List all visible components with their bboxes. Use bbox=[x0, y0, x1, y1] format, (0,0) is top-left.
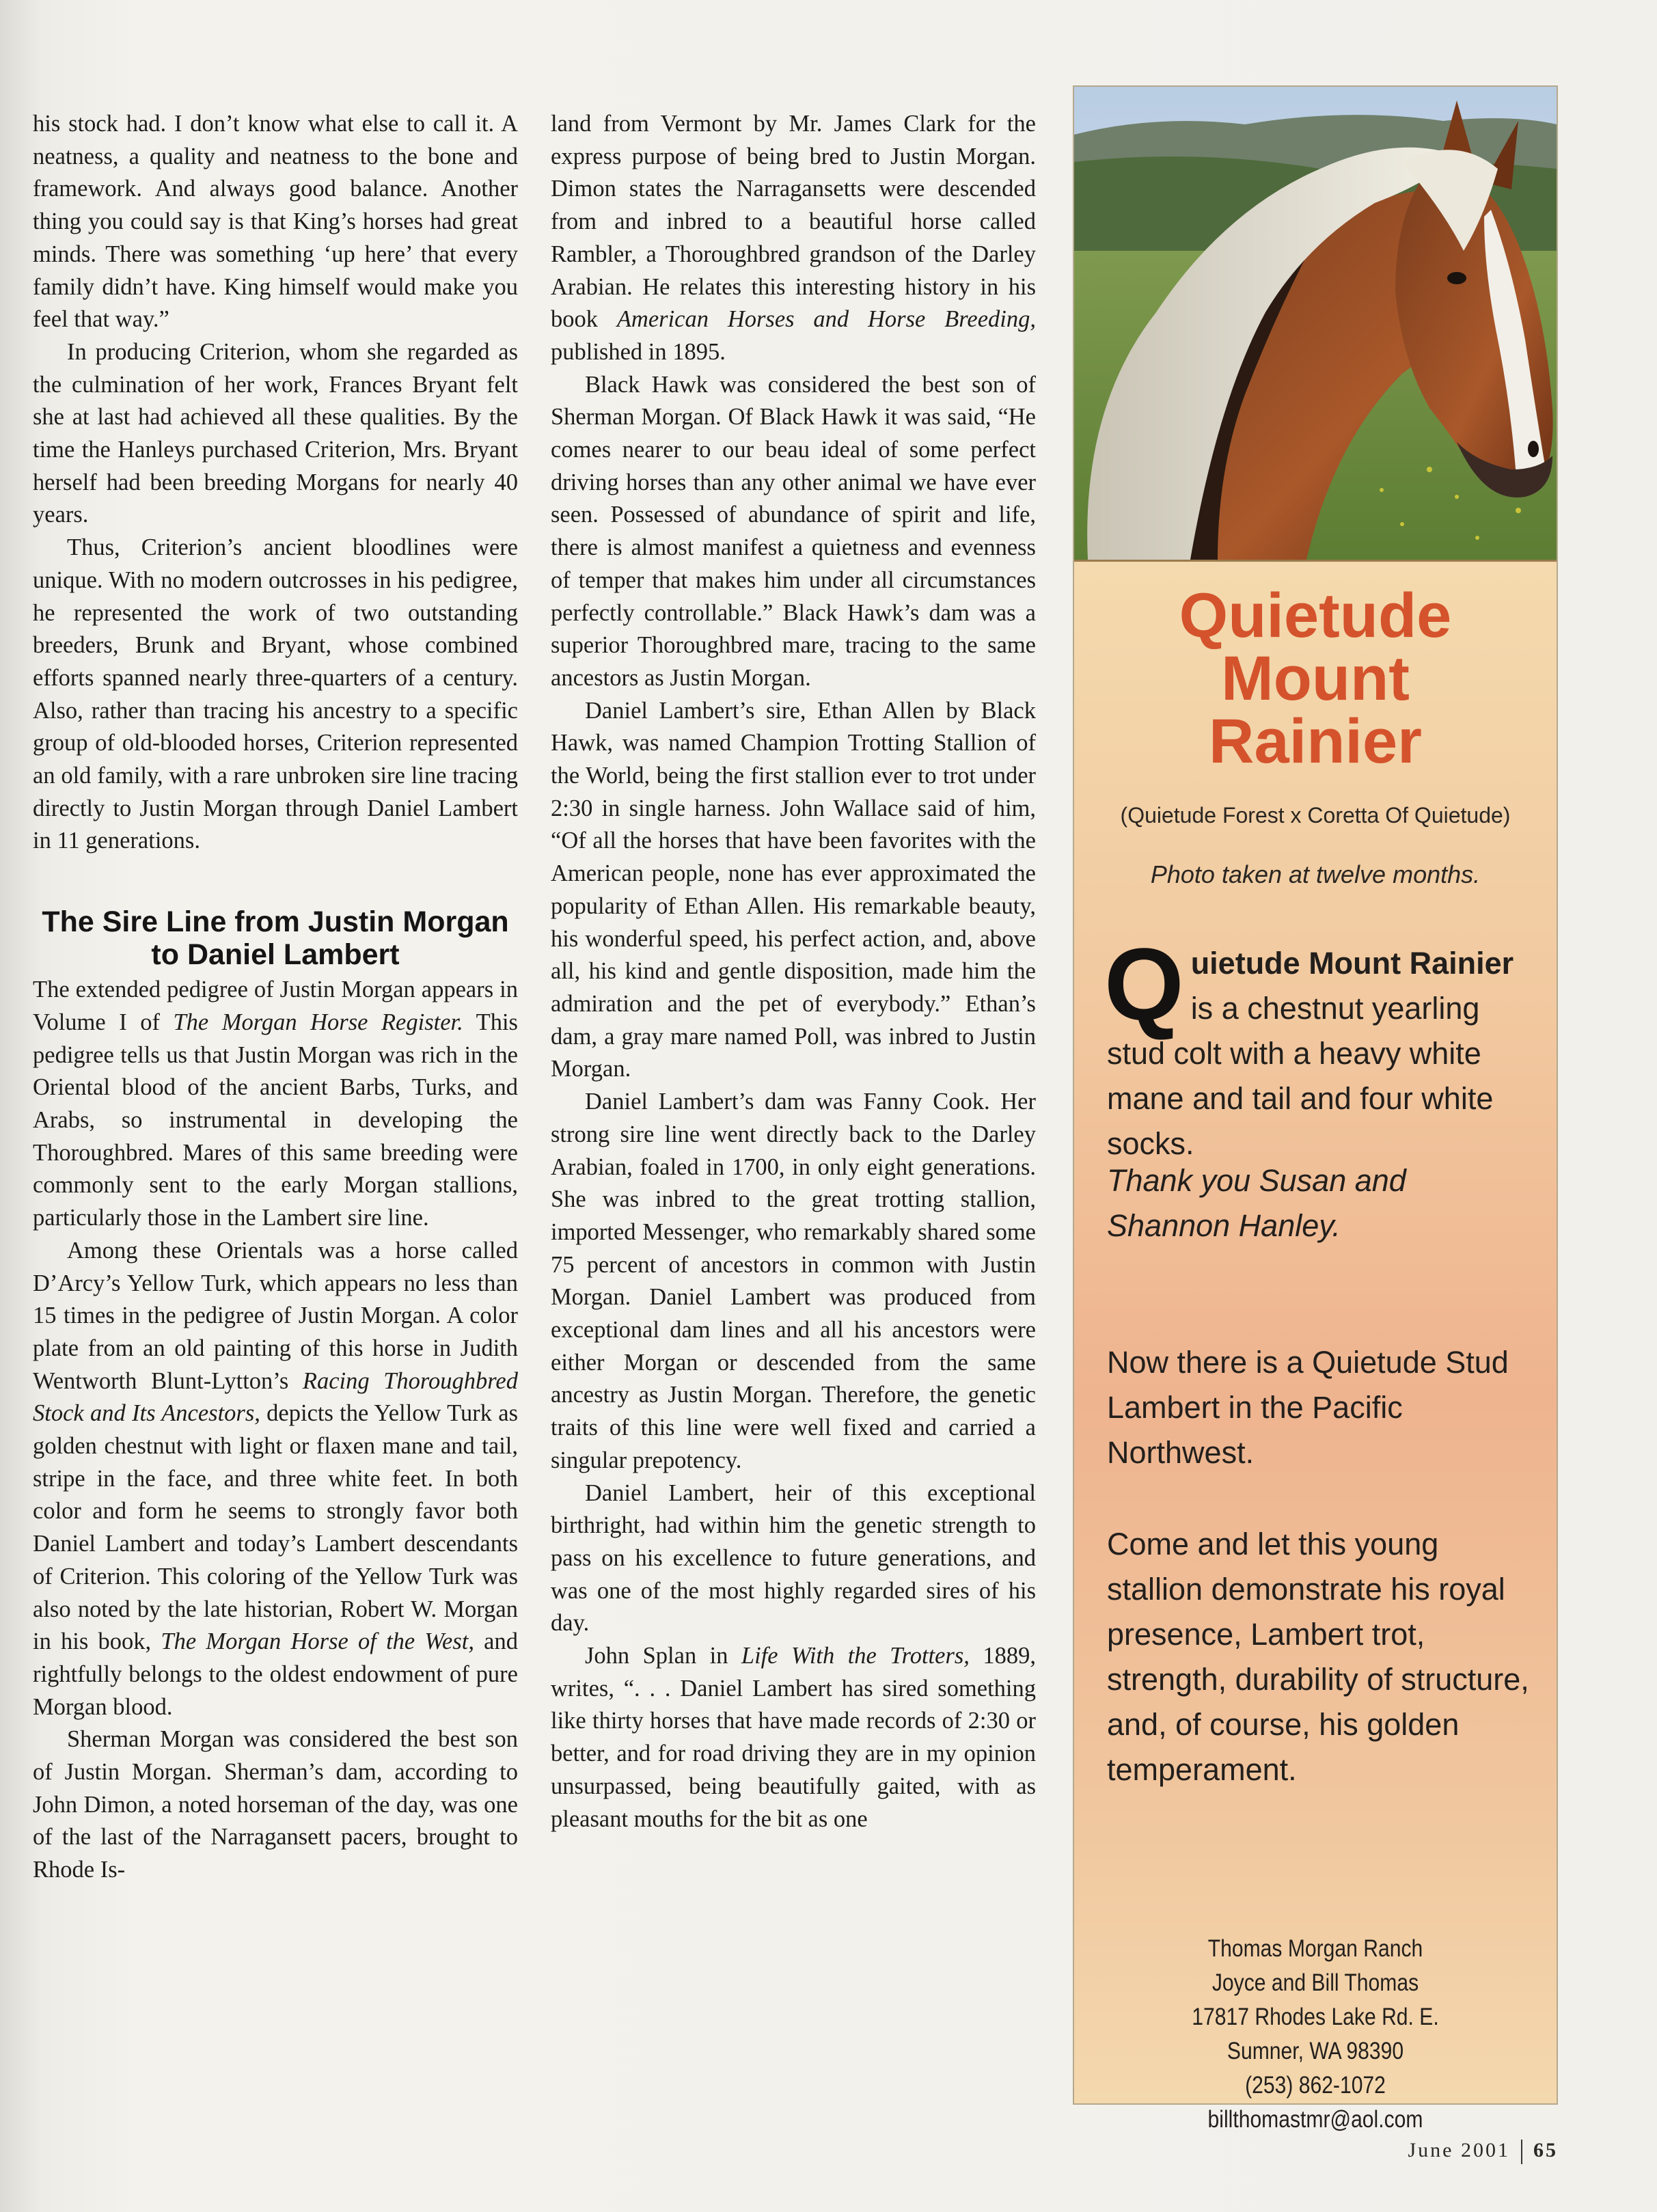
paragraph: Among these Orientals was a horse called D’Arcy’s Yellow Turk, which appears no less than 15 times in the pedigree of Justin Morgan. A color plate from an old painting of this horse in Judith Wentworth Blunt-Lytton’s Racing Thoroughbred Stock and Its Ancestors, depicts the Yellow Turk as golden chestnut with light or flaxen mane and tail, stripe in the face, and three white feet. In both color and form he seems to strongly favor both Daniel Lambert and today’s Lambert descendants of Criterion. This coloring of the Yellow Turk was also noted by the late historian, Robert W. Morgan in his book, The Morgan Horse of the West, and rightfully belongs to the oldest endowment of pure Morgan blood. bbox=[33, 1237, 518, 1720]
paragraph: John Splan in Life With the Trotters, 1889, writes, “. . . Daniel Lambert has sired something like thirty horses that have made records of 2:30 or better, and for road driving they are in my opinion unsurpassed, being beautifully gaited, with as pleasant mouths for the bit as one bbox=[551, 1643, 1036, 1832]
owner-names: Joyce and Bill Thomas bbox=[1211, 1969, 1419, 1996]
phone-number: (253) 862-1072 bbox=[1245, 2072, 1386, 2099]
pedigree-line: (Quietude Forest x Coretta Of Quietude) bbox=[1120, 803, 1511, 828]
ad-paragraph: Now there is a Quietude Stud Lambert in the Pacific Northwest. bbox=[1107, 1345, 1509, 1470]
page-number: 65 bbox=[1533, 2139, 1558, 2161]
paragraph: his stock had. I don’t know what else to call it. A neatness, a quality and neatness to the bone and framework. And always good balance. Another thing you could say is that King’s horses had great minds. There was something ‘up here’ that every family didn’t have. King himself would make you feel that way.” bbox=[33, 111, 518, 333]
paragraph: Thus, Criterion’s ancient bloodlines were unique. With no modern outcrosses in his pedigree, he represented the work of two outstanding breeders, Brunk and Bryant, whose combined efforts spanned nearly three-quarters of a century. Also, rather than tracing his ancestry to a specific group of old-blooded horses, Criterion represented an old family, with a rare unbroken sire line tracing directly to Justin Morgan through Daniel Lambert in 11 generations. bbox=[33, 534, 518, 854]
ad-thanks: Thank you Susan and Shannon Hanley. bbox=[1107, 1163, 1406, 1243]
stallion-advertisement bbox=[1073, 85, 1558, 2133]
drop-cap: Q bbox=[1104, 927, 1184, 1041]
ranch-name: Thomas Morgan Ranch bbox=[1207, 1935, 1423, 1962]
page-footer bbox=[1298, 2139, 1558, 2164]
section-heading: The Sire Line from Justin Morgan to Daniel Lambert bbox=[42, 905, 509, 972]
ad-title: Quietude Mount Rainier bbox=[1179, 581, 1452, 776]
city-state-zip: Sumner, WA 98390 bbox=[1227, 2038, 1404, 2064]
email-address: billthomastmr@aol.com bbox=[1207, 2106, 1423, 2133]
ad-paragraph: Come and let this young stallion demonstrate his royal presence, Lambert trot, strength, durability of structure, and, of course, his golden temperament. bbox=[1107, 1527, 1529, 1787]
paragraph: Daniel Lambert’s sire, Ethan Allen by Black Hawk, was named Champion Trotting Stallion of the World, being the first stallion ever to trot under 2:30 in single harness. John Wallace said of him, “Of all the horses that have been favorites with the American people, none has ever approximated the popularity of Ethan Allen. His remarkable beauty, his wonderful speed, his perfect action, and, above all, his kind and gentle disposition, made him the admiration and the pet of everybody.” Ethan’s dam, a gray mare named Poll, was inbred to Justin Morgan. bbox=[551, 697, 1036, 1082]
contact-block bbox=[1108, 1932, 1522, 2137]
divider bbox=[1521, 2140, 1522, 2164]
paragraph: Daniel Lambert, heir of this exceptional birthright, had within him the genetic strength to pass on his excellence to future generations, and was one of the most highly regarded sires of his day. bbox=[551, 1479, 1036, 1637]
ad-description: Quietude Mount Rainier is a chestnut yearling stud colt with a heavy white mane and tail and four white socks. bbox=[1104, 927, 1514, 1161]
paragraph: land from Vermont by Mr. James Clark for the express purpose of being bred to Justin Morgan. Dimon states the Narragansetts were descended from and inbred to a beautiful horse called Rambler, a Thoroughbred grandson of the Darley Arabian. He relates this interesting history in his book American Horses and Horse Breeding, published in 1895. bbox=[551, 111, 1036, 365]
paragraph: The extended pedigree of Justin Morgan appears in Volume I of The Morgan Horse Register. This pedigree tells us that Justin Morgan was rich in the Oriental blood of the ancient Barbs, Turks, and Arabs, so instrumental in developing the Thoroughbred. Mares of this same breeding were commonly sent to the early Morgan stallions, particularly those in the Lambert sire line. bbox=[33, 977, 518, 1231]
street-address: 17817 Rhodes Lake Rd. E. bbox=[1192, 2004, 1439, 2030]
photo-caption: Photo taken at twelve months. bbox=[1150, 860, 1481, 888]
issue-date: June 2001 bbox=[1408, 2139, 1510, 2161]
horse-photo bbox=[1074, 87, 1557, 562]
article-column-middle bbox=[551, 108, 1036, 1835]
paragraph: Black Hawk was considered the best son of Sherman Morgan. Of Black Hawk it was said, “He comes nearer to our beau ideal of some perfect driving horses than any other animal we have ever seen. Possessed of abundance of spirit and life, there is almost manifest a quietness and evenness of temper that makes him under all circumstances perfectly controllable.” Black Hawk’s dam was a superior Thoroughbred mare, tracing to the same ancestors as Justin Morgan. bbox=[551, 371, 1036, 691]
paragraph: In producing Criterion, whom she regarded as the culmination of her work, Frances Bryant felt she at last had achieved all these qualities. By the time the Hanleys purchased Criterion, Mrs. Bryant herself had been breeding Morgans for nearly 40 years. bbox=[33, 338, 518, 528]
paragraph: Sherman Morgan was considered the best son of Justin Morgan. Sherman’s dam, according to John Dimon, a noted horseman of the day, was one of the last of the Narragansett pacers, brought to Rhode Is- bbox=[33, 1726, 518, 1883]
paragraph: Daniel Lambert’s dam was Fanny Cook. Her strong sire line went directly back to the Darley Arabian, foaled in 1700, in only eight generations. She was inbred to the great trotting stallion, imported Messenger, who remarkably shared some 75 percent of ancestors in common with Justin Morgan. Daniel Lambert was produced from exceptional dam lines and all his ancestors were either Morgan or descended from the same ancestry as Justin Morgan. Therefore, the genetic traits of this line were well fixed and carried a singular prepotency. bbox=[551, 1089, 1036, 1473]
article-column-left bbox=[33, 108, 518, 1887]
